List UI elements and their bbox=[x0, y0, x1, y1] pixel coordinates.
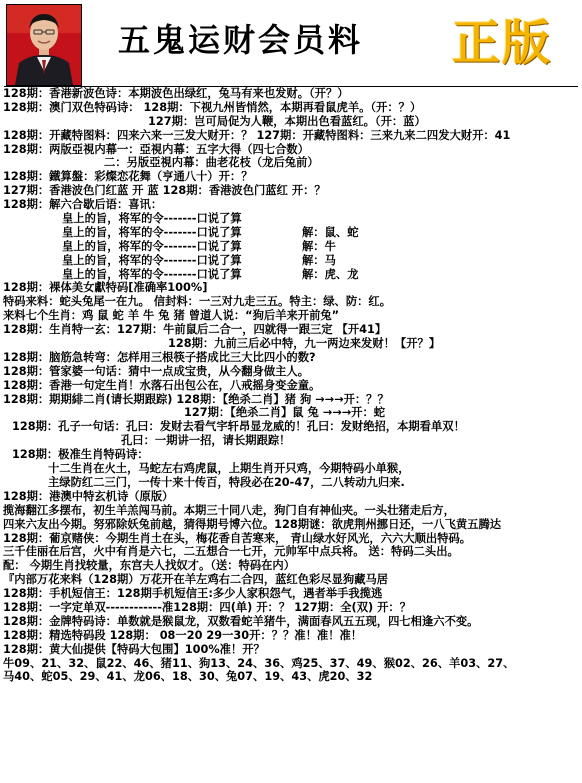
text-line bbox=[0, 254, 582, 268]
line-segment: 128期：期期緋二肖(请长期跟踪) 128期：【绝杀二肖】猪 狗 →→→开：？？ bbox=[3, 392, 389, 406]
text-line bbox=[0, 281, 582, 295]
line-segment: 解：牛 bbox=[302, 239, 336, 253]
text-line bbox=[0, 476, 582, 490]
line-segment: 128期：一字定单双------------准128期：四(单) 开：？ 127期：全(双) 开：？ bbox=[3, 600, 411, 614]
line-segment: 皇上的旨，将军的令-------口说了算 bbox=[62, 253, 242, 267]
line-segment: 解：虎、龙 bbox=[302, 267, 359, 281]
line-segment: 十二生肖在火土，马蛇左右鸡虎鼠，上期生肖开只鸡，今期特码小单猴， bbox=[48, 462, 410, 476]
text-line bbox=[0, 379, 582, 393]
text-line bbox=[0, 406, 582, 420]
text-line bbox=[0, 545, 582, 559]
text-line bbox=[0, 198, 582, 212]
line-segment: 127期：岂可局促为人鞭，本期出色看蓝红。（开：蓝） bbox=[148, 114, 426, 128]
text-line bbox=[0, 657, 582, 671]
line-segment: 马40、蛇05、29、41、龙06、18、30、兔07、19、43、虎20、32 bbox=[3, 670, 373, 684]
line-segment: 解：鼠、蛇 bbox=[302, 225, 359, 239]
line-segment: 皇上的旨，将军的令-------口说了算 bbox=[62, 225, 242, 239]
line-segment: 二：另版亞視内幕：曲老花枝（龙后兔前） bbox=[104, 156, 319, 170]
text-line bbox=[0, 156, 582, 170]
line-segment: 128期：鐵算盤：彩燦恋花舞（亨通八十）开：？ bbox=[3, 170, 253, 184]
text-line bbox=[0, 490, 582, 504]
line-segment: 128期：黄大仙提供【特码大包围】100%准！开？ bbox=[3, 642, 265, 656]
text-line bbox=[0, 601, 582, 615]
line-segment: 四来六友出今期。努邪除妖兔前越，猜得期号博六位。128期谜：欲虎荆州挪日还，一八飞黄五腾达 bbox=[3, 517, 502, 531]
line-segment: 三千佳丽在后宫，火中有肖是六七，二五想合一七开，元帅军中点兵将。 送：特码二头出。 bbox=[3, 545, 459, 559]
line-segment: 128期：开藏特图料：四来六来一三发大财开：？ 127期：开藏特图料：三来九来二四发大财开：41 bbox=[3, 128, 511, 142]
line-segment: 128期：解六合歇后语：喜讯： bbox=[3, 198, 163, 212]
line-segment: 128期：两版亞視内幕一：亞視内幕：五字大得（四七合数） bbox=[3, 142, 310, 156]
genuine-stamp: 正版 bbox=[452, 15, 553, 71]
line-segment: 揽海翻江多摆布，初生羊羔闯马前。本期三十同八走，狗门自有神仙夹。一头壮猪走后方， bbox=[3, 503, 455, 517]
line-segment: 128期：极准生肖特码诗： bbox=[12, 448, 149, 462]
text-line bbox=[0, 587, 582, 601]
line-segment: 解：马 bbox=[302, 253, 336, 267]
line-segment: 128期：脑筋急转弯：怎样用三根筷子搭成比三大比四小的数? bbox=[3, 350, 316, 364]
line-segment: 128期：管家婆一句话：猜中一点成宝贵，从今翻身做主人。 bbox=[3, 364, 310, 378]
text-line bbox=[0, 532, 582, 546]
line-segment: 牛09、21、32、鼠22、46、猪11、狗13、24、36、鸡25、37、49、猴02、26、羊03、27、 bbox=[3, 656, 515, 670]
line-segment: 主绿防红二三门，一传十来十传百，特段必在20-47，二八转动九归来. bbox=[48, 475, 405, 489]
text-line bbox=[0, 393, 582, 407]
text-line bbox=[0, 351, 582, 365]
line-segment: 127期：【绝杀二肖】鼠 兔 →→→开：蛇 bbox=[184, 406, 386, 420]
line-segment: 皇上的旨，将军的令-------口说了算 bbox=[62, 239, 242, 253]
text-line bbox=[0, 462, 582, 476]
line-segment: 来料七个生肖：鸡 鼠 蛇 羊 牛 兔 猪 曾道人说：“狗后羊来开前兔” bbox=[3, 309, 340, 323]
text-line bbox=[0, 643, 582, 657]
line-segment: 皇上的旨，将军的令-------口说了算 bbox=[62, 212, 242, 226]
text-line bbox=[0, 295, 582, 309]
text-line bbox=[0, 268, 582, 282]
article-body bbox=[0, 87, 582, 684]
line-segment: 127期：香港波色门红蓝 开 蓝 128期：香港波色门蓝红 开：？ bbox=[3, 184, 326, 198]
text-line bbox=[0, 518, 582, 532]
page-title: 五鬼运财会员料 bbox=[118, 21, 364, 59]
line-segment: 128期：金牌特码诗：单数就是猴鼠龙，双数看蛇羊猪牛，满面春风五五现，四七相逢六不变。 bbox=[3, 614, 479, 628]
line-segment: 配： 今期生肖找较量，东宫夫人找奴才。（送：特码在内） bbox=[3, 559, 296, 573]
line-segment: 128期：手机短信王：128期手机短信王:多少人家积怨气，遇者举手我揽逃 bbox=[3, 587, 383, 601]
line-segment: 128期：九前三后必中特，九一两边来发财！【开？】 bbox=[168, 337, 441, 351]
text-line bbox=[0, 337, 582, 351]
line-segment: 128期：葡京赌侠：今期生肖土在头，梅花香自苦寒来， 青山绿水好风光，六六大顺出特码。 bbox=[3, 531, 472, 545]
line-segment: 128期：港澳中特玄机诗（原版） bbox=[3, 489, 174, 503]
text-line bbox=[0, 420, 582, 434]
text-line bbox=[0, 87, 582, 101]
text-line bbox=[0, 129, 582, 143]
text-line bbox=[0, 170, 582, 184]
portrait-photo bbox=[6, 4, 82, 86]
text-line bbox=[0, 504, 582, 518]
text-line bbox=[0, 143, 582, 157]
text-line bbox=[0, 448, 582, 462]
text-line bbox=[0, 323, 582, 337]
line-segment: 128期：孔子一句话：孔曰：发财去看气宇轩昂显龙威的！孔曰：发财绝招，本期看单双！ bbox=[12, 420, 465, 434]
man-portrait-icon bbox=[7, 5, 81, 85]
text-line bbox=[0, 615, 582, 629]
line-segment: 128期：香港新波色诗：本期波色出绿红，兔马有来也发财。（开？） bbox=[3, 87, 349, 100]
text-line bbox=[0, 559, 582, 573]
line-segment: 128期：澳门双色特码诗： 128期：下视九州皆悄然，本期再看鼠虎羊。（开：？） bbox=[3, 100, 422, 114]
text-line bbox=[0, 212, 582, 226]
line-segment: 『内部万花来料（128期）万花开在羊左鸡右二合四，蓝红色彩尽显狗藏马居 bbox=[3, 573, 389, 587]
text-line bbox=[0, 309, 582, 323]
line-segment: 128期：香港一句定生肖！水落石出包公在，八戒摇身变金童。 bbox=[3, 378, 321, 392]
line-segment: 孔曰：一期讲一招，请长期跟踪！ bbox=[121, 434, 291, 448]
line-segment: 特码来料：蛇头兔尾一在九。 信封料：一三对九走三五。特主：绿、防：红。 bbox=[3, 295, 392, 309]
line-segment: 皇上的旨，将军的令-------口说了算 bbox=[62, 267, 242, 281]
text-line bbox=[0, 226, 582, 240]
text-line bbox=[0, 573, 582, 587]
text-line bbox=[0, 670, 582, 684]
text-line bbox=[0, 115, 582, 129]
text-line bbox=[0, 240, 582, 254]
line-segment: 128期：精选特码段 128期： 08一20 29一30开：？？准！准！准！ bbox=[3, 628, 363, 642]
text-line bbox=[0, 365, 582, 379]
text-line bbox=[0, 184, 582, 198]
line-segment: 128期：裸体美女獻特码[准确率100%] bbox=[3, 281, 208, 295]
text-line bbox=[0, 434, 582, 448]
text-line bbox=[0, 629, 582, 643]
line-segment: 128期：生肖特一玄：127期：牛前鼠后二合一，四就得一跟三定 【开41】 bbox=[3, 323, 387, 337]
text-line bbox=[0, 101, 582, 115]
